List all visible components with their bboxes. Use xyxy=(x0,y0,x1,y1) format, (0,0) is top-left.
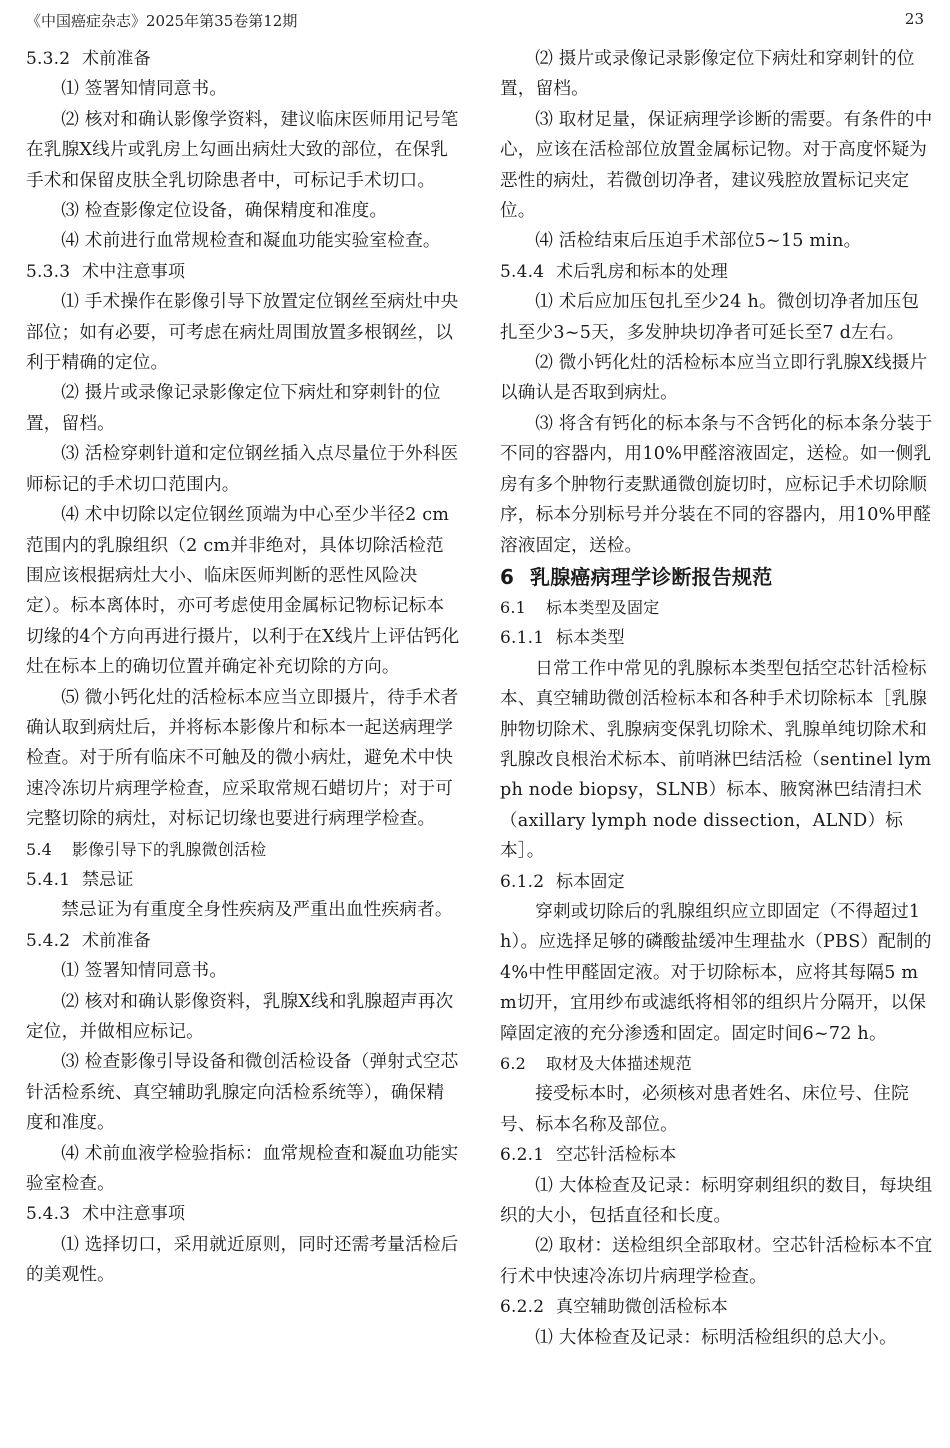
page-number: 23 xyxy=(904,10,924,28)
heading-number: 6.1 xyxy=(500,597,527,617)
paragraph: ⑴ 大体检查及记录：标明活检组织的总大小。 xyxy=(535,1327,897,1348)
paragraph: ⑶ 检查影像引导设备和微创活检设备（弹射式空芯针活检系统、真空辅助乳腺定向活检系统等），确保精度和准度。 xyxy=(26,1052,459,1134)
heading-number: 5.4.2 xyxy=(26,930,71,951)
paragraph: 接受标本时，必须核对患者姓名、床位号、住院号、标本名称及部位。 xyxy=(500,1084,909,1135)
subsection-heading xyxy=(500,1049,934,1079)
paragraph: 禁忌证为有重度全身性疾病及严重出血性疾病者。 xyxy=(61,900,453,921)
heading-number: 5.4.1 xyxy=(26,869,71,890)
paragraph: ⑵ 核对和确认影像资料，乳腺X线和乳腺超声再次定位，并做相应标记。 xyxy=(26,991,454,1042)
heading-title: 标本类型及固定 xyxy=(546,597,660,617)
section-heading xyxy=(500,561,934,593)
heading-title: 术前准备 xyxy=(82,930,151,951)
heading-title: 空芯针活检标本 xyxy=(556,1145,677,1166)
subsection-heading xyxy=(500,1140,934,1170)
heading-title: 乳腺癌病理学诊断报告规范 xyxy=(530,564,773,589)
paragraph: ⑴ 大体检查及记录：标明穿刺组织的数目，每块组织的大小，包括直径和长度。 xyxy=(500,1175,933,1227)
paragraph: ⑷ 术中切除以定位钢丝顶端为中心至少半径2 cm范围内的乳腺组织（2 cm并非绝对，具体切除活检范围应该根据病灶大小、临床医师判断的恶性风险决定）。标本离体时，亦可考虑使用金属标记物标记标本切缘的4个方向再进行摄片，以利于在X线片上评估钙化灶在标本上的确切位置并确定补充切除的方向。 xyxy=(26,505,460,678)
heading-number: 6.1.1 xyxy=(500,628,545,649)
subsection-heading xyxy=(500,867,934,897)
heading-title: 标本固定 xyxy=(556,871,625,892)
paragraph: ⑷ 术前进行血常规检查和凝血功能实验室检查。 xyxy=(61,231,441,252)
heading-number: 6.1.2 xyxy=(500,871,545,892)
left-column xyxy=(26,44,460,1291)
paragraph: ⑴ 选择切口，采用就近原则，同时还需考量活检后的美观性。 xyxy=(26,1234,459,1286)
heading-number: 5.4.3 xyxy=(26,1204,71,1225)
heading-title: 标本类型 xyxy=(556,628,625,649)
heading-title: 术中注意事项 xyxy=(82,1204,186,1225)
heading-title: 术中注意事项 xyxy=(82,261,186,282)
heading-number: 6.2.2 xyxy=(500,1297,545,1318)
paragraph: ⑵ 微小钙化灶的活检标本应当立即行乳腺X线摄片以确认是否取到病灶。 xyxy=(500,353,928,404)
subsection-heading xyxy=(500,623,934,653)
heading-title: 影像引导下的乳腺微创活检 xyxy=(72,839,267,859)
subsection-heading xyxy=(500,593,934,623)
heading-number: 6.2.1 xyxy=(500,1145,545,1166)
paragraph: ⑶ 活检穿刺针道和定位钢丝插入点尽量位于外科医师标记的手术切口范围内。 xyxy=(26,444,459,495)
running-header xyxy=(26,10,924,36)
heading-number: 6 xyxy=(500,564,515,589)
subsection-heading xyxy=(26,865,460,895)
paragraph: ⑷ 活检结束后压迫手术部位5~15 min。 xyxy=(535,231,862,252)
heading-number: 5.3.3 xyxy=(26,261,71,282)
paragraph: 穿刺或切除后的乳腺组织应立即固定（不得超过1 h）。应选择足够的磷酸盐缓冲生理盐水（PBS）配制的4%中性甲醛固定液。对于切除标本，应将其每隔5 mm切开，宜用纱布或滤纸将相邻的组织片分隔开，以保障固定液的充分渗透和固定。固定时间6~72 h。 xyxy=(500,901,932,1044)
paragraph: ⑶ 检查影像定位设备，确保精度和准度。 xyxy=(61,201,388,222)
subsection-heading xyxy=(500,257,934,287)
subsection-heading xyxy=(26,44,460,74)
journal-title: 《中国癌症杂志》2025年第35卷第12期 xyxy=(26,12,298,30)
paragraph: ⑴ 签署知情同意书。 xyxy=(61,961,228,982)
heading-title: 取材及大体描述规范 xyxy=(546,1054,692,1073)
heading-title: 术前准备 xyxy=(82,49,151,69)
subsection-heading xyxy=(26,257,460,287)
paragraph: ⑸ 微小钙化灶的活检标本应当立即摄片，待手术者确认取到病灶后，并将标本影像片和标本一起送病理学检查。对于所有临床不可触及的微小病灶，避免术中快速冷冻切片病理学检查，应采取常规石蜡切片；对于可完整切除的病灶，对标记切缘也要进行病理学检查。 xyxy=(26,687,459,830)
paragraph: ⑵ 摄片或录像记录影像定位下病灶和穿刺针的位置，留档。 xyxy=(26,383,441,434)
paragraph: ⑴ 签署知情同意书。 xyxy=(61,79,228,100)
right-column xyxy=(500,44,934,1353)
paragraph: ⑴ 手术操作在影像引导下放置定位钢丝至病灶中央部位；如有必要，可考虑在病灶周围放置多根钢丝，以利于精确的定位。 xyxy=(26,292,459,374)
paragraph: 日常工作中常见的乳腺标本类型包括空芯针活检标本、真空辅助微创活检标本和各种手术切除标本［乳腺肿物切除术、乳腺病变保乳切除术、乳腺单纯切除术和乳腺改良根治术标本、前哨淋巴结活检（sentinel lymph node biopsy，SLNB）标本、腋窝淋巴结清扫术（axillary lymph node dissection，ALND）标本］。 xyxy=(500,658,932,862)
paragraph: ⑵ 摄片或录像记录影像定位下病灶和穿刺针的位置，留档。 xyxy=(500,49,915,100)
heading-number: 6.2 xyxy=(500,1054,527,1073)
heading-number: 5.4 xyxy=(26,839,53,859)
heading-title: 术后乳房和标本的处理 xyxy=(556,261,728,282)
paragraph: ⑵ 取材：送检组织全部取材。空芯针活检标本不宜行术中快速冷冻切片病理学检查。 xyxy=(500,1236,933,1287)
paragraph: ⑴ 术后应加压包扎至少24 h。微创切净者加压包扎至少3~5天，多发肿块切净者可延长至7 d左右。 xyxy=(500,292,920,343)
heading-title: 真空辅助微创活检标本 xyxy=(556,1297,728,1318)
subsection-heading xyxy=(26,926,460,956)
heading-number: 5.3.2 xyxy=(26,49,71,69)
heading-number: 5.4.4 xyxy=(500,261,545,282)
subsection-heading xyxy=(26,835,460,865)
paragraph: ⑵ 核对和确认影像学资料，建议临床医师用记号笔在乳腺X线片或乳房上勾画出病灶大致的部位，在保乳手术和保留皮肤全乳切除患者中，可标记手术切口。 xyxy=(26,109,459,191)
subsection-heading xyxy=(500,1292,934,1322)
paragraph: ⑶ 将含有钙化的标本条与不含钙化的标本条分装于不同的容器内，用10%甲醛溶液固定，送检。如一侧乳房有多个肿物行麦默通微创旋切时，应标记手术切除顺序，标本分别标号并分装在不同的容器内，用10%甲醛溶液固定，送检。 xyxy=(500,413,933,556)
paragraph: ⑷ 术前血液学检验指标：血常规检查和凝血功能实验室检查。 xyxy=(26,1143,459,1195)
paragraph: ⑶ 取材足量，保证病理学诊断的需要。有条件的中心，应该在活检部位放置金属标记物。对于高度怀疑为恶性的病灶，若微创切净者，建议残腔放置标记夹定位。 xyxy=(500,109,933,222)
heading-title: 禁忌证 xyxy=(82,869,134,890)
subsection-heading xyxy=(26,1199,460,1229)
